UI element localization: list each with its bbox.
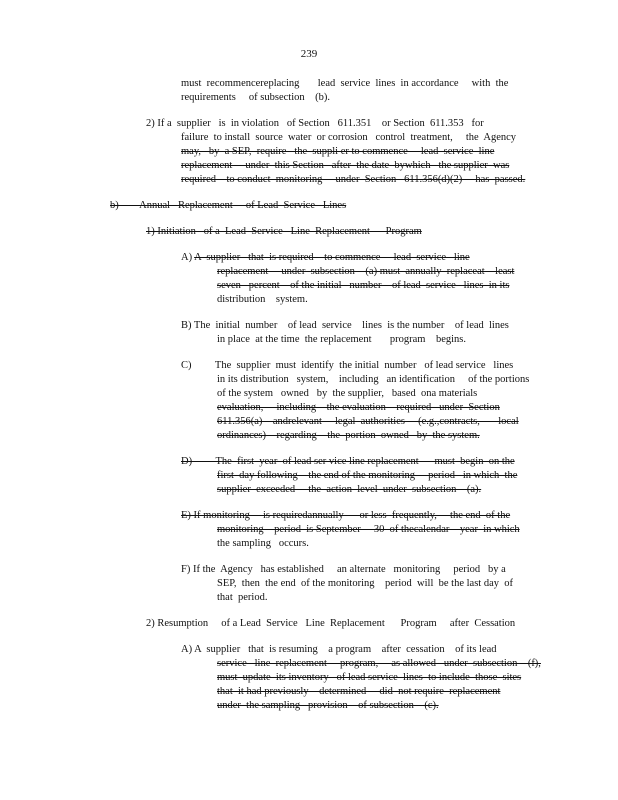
text-line xyxy=(217,430,480,442)
struck-text: D) The first year of lead ser vice line replacement must begin on the xyxy=(181,456,515,467)
text-line xyxy=(217,402,500,414)
text-line xyxy=(181,320,509,332)
text-line xyxy=(181,252,470,264)
text-line xyxy=(217,294,308,306)
struck-text: 611.356(a) andrelevant legal authorities (e.g.,contracts, local xyxy=(217,416,519,427)
text-run: 2) If a supplier is in violation of Section 611.351 or Section 611.353 for xyxy=(146,118,484,129)
struck-text: supplier exceeded the action level under subsection (a). xyxy=(217,484,482,495)
text-line xyxy=(217,388,477,400)
text-line xyxy=(217,700,439,712)
text-line xyxy=(217,592,267,604)
struck-text: first day following the end of the monitoring period in which the xyxy=(217,470,518,481)
text-line xyxy=(181,132,516,144)
text-line xyxy=(146,618,515,630)
struck-text: b) Annual Replacement of Lead Service Lines xyxy=(110,200,347,211)
text-line xyxy=(146,118,484,130)
text-line xyxy=(181,174,525,186)
struck-text: may, by a SEP, require the suppli er to commence lead service line xyxy=(181,146,495,157)
text-run: A) A supplier that is resuming a program after cessation of its lead xyxy=(181,644,497,655)
text-run: in its distribution system, including an identification of the portions xyxy=(217,374,530,385)
text-line xyxy=(181,510,510,522)
text-line xyxy=(217,686,500,698)
struck-text: must update its inventory of lead service lines to include those sites xyxy=(217,672,522,683)
text-line xyxy=(217,672,521,684)
struck-text: replacement under subsection (a) must annually replaceat least xyxy=(217,266,515,277)
struck-text: under the sampling provision of subsection (c). xyxy=(217,700,439,711)
text-line xyxy=(217,280,509,292)
text-run: in place at the time the replacement program begins. xyxy=(217,334,466,345)
text-line xyxy=(110,200,346,212)
struck-text: E) If monitoring is requiredannually or less frequently, the end of the xyxy=(181,510,511,521)
text-run: SEP, then the end of the monitoring period will be the last day of xyxy=(217,578,513,589)
struck-text: ordinances) regarding the portion owned by the system. xyxy=(217,430,480,441)
text-line xyxy=(217,374,529,386)
text-line xyxy=(181,92,330,104)
text-line xyxy=(217,266,514,278)
text-line xyxy=(181,78,508,90)
text-line xyxy=(217,538,309,550)
text-run: that period. xyxy=(217,592,268,603)
text-run: of the system owned by the supplier, based ona materials xyxy=(217,388,478,399)
text-line xyxy=(217,416,519,428)
text-line xyxy=(146,226,422,238)
text-line xyxy=(181,360,513,372)
text-run: 2) Resumption of a Lead Service Line Replacement Program after Cessation xyxy=(146,618,516,629)
text-run: must recommencereplacing lead service lines in accordance with the xyxy=(181,78,509,89)
struck-text: monitoring period is September 30 of thecalendar year in which xyxy=(217,524,520,535)
struck-text: evaluation, including the evaluation required under Section xyxy=(217,402,500,413)
struck-text: required to conduct monitoring under Section 611.356(d)(2) has passed. xyxy=(181,174,526,185)
text-line xyxy=(181,644,497,656)
text-line xyxy=(181,160,509,172)
text-run: the sampling occurs. xyxy=(217,538,309,549)
struck-text: 1) Initiation of a Lead Service Line Replacement Program xyxy=(146,226,422,237)
text-run: F) If the Agency has established an alternate monitoring period by a xyxy=(181,564,506,575)
text-line xyxy=(217,484,481,496)
text-run: C) The supplier must identify the initial number of lead service lines xyxy=(181,360,514,371)
text-run: distribution system. xyxy=(217,294,308,305)
text-line xyxy=(217,658,541,670)
struck-text: replacement under this Section after the date bywhich the supplier was xyxy=(181,160,510,171)
text-line xyxy=(181,456,515,468)
struck-text: A supplier that is required to commence lead service line xyxy=(194,252,470,263)
struck-text: that it had previously determined did not require replacement xyxy=(217,686,501,697)
text-line xyxy=(181,564,506,576)
text-run: failure to install source water or corrosion control treatment, the Agency xyxy=(181,132,517,143)
page-number: 239 xyxy=(300,48,318,60)
text-line xyxy=(217,524,520,536)
text-line xyxy=(217,470,517,482)
text-line xyxy=(217,578,513,590)
struck-text: seven percent of the initial number of lead service lines in its xyxy=(217,280,510,291)
text-run: A) xyxy=(181,252,195,263)
text-run: B) The initial number of lead service lines is the number of lead lines xyxy=(181,320,509,331)
text-run: requirements of subsection (b). xyxy=(181,92,331,103)
text-line xyxy=(181,146,494,158)
text-line xyxy=(217,334,466,346)
struck-text: service line replacement program, as allowed under subsection (f), xyxy=(217,658,541,669)
